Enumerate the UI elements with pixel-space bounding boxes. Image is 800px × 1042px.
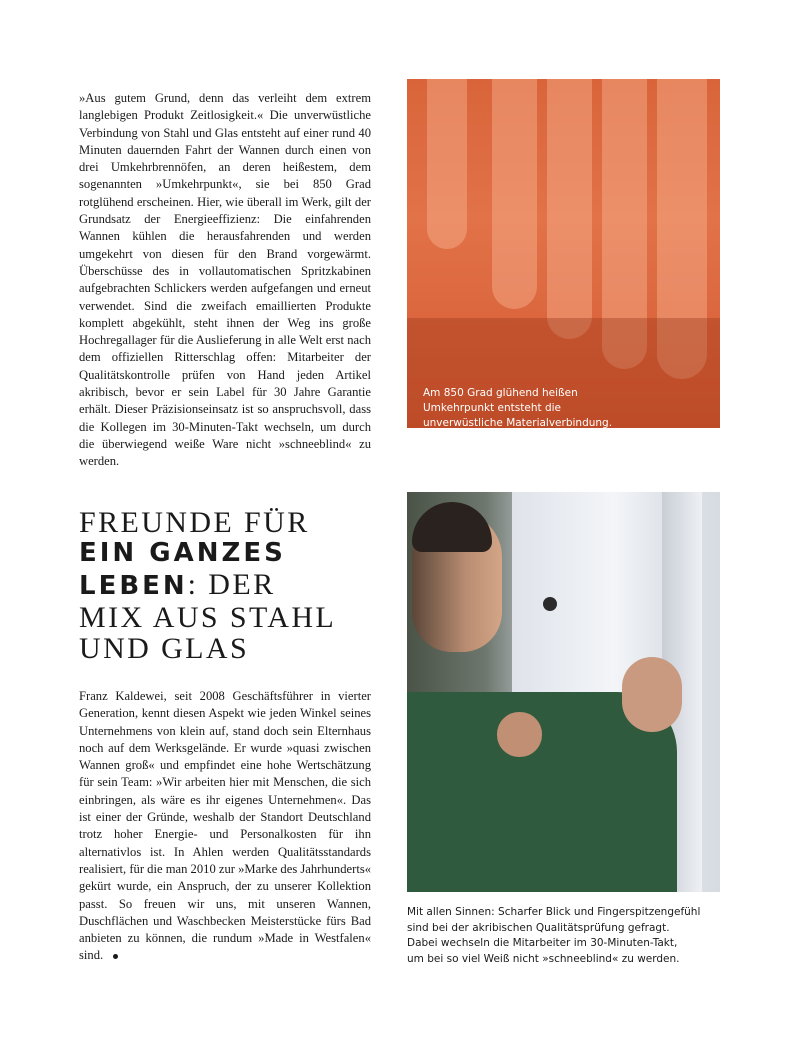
inspector-photo bbox=[407, 492, 720, 892]
article-column-top bbox=[79, 90, 371, 471]
photo-hair bbox=[412, 502, 492, 552]
article-paragraph-2-text: Franz Kaldewei, seit 2008 Geschäftsführer in vierter Generation, kennt diesen Aspekt wie jeden Winkel seines Unternehmens von klein auf, stand doch sein Elternhaus noch auf dem Werksgelände. Er wurde »quasi zwischen Wannen groß« und empfindet eine hohe Wertschätzung für sein Team: »Wir arbeiten hier mit Menschen, die sich einbringen, als wäre es ihr eigenes Unternehmen«. Das ist einer der Gründe, weshalb der Standort Deutschland trotz hoher Energie- und Personalkosten für ihn alternativlos ist. In Ahlen werden Qualitätsstandards realisiert, für die man 2010 zur »Marke des Jahrhunderts« gekürt wurde, ein Anspruch, der zu unserer Kollektion passt. So freuen wir uns, mit unseren Wannen, Duschflächen und Waschbecken Meisterstücke fürs Bad anbieten zu können, die rundum »Made in Westfalen« sind. bbox=[79, 689, 372, 963]
photo-hand bbox=[622, 657, 682, 732]
caption-line: Dabei wechseln die Mitarbeiter im 30-Minuten-Takt, bbox=[407, 937, 678, 949]
photo-hole bbox=[543, 597, 557, 611]
article-paragraph-1: »Aus gutem Grund, denn das verleiht dem extrem langlebigen Produkt Zeitlosigkeit.« Die unverwüstliche Verbindung von Stahl und Glas entsteht auf einer rund 40 Minuten dauernden Fahrt der Wannen durch einen von drei Umkehrbrennöfen, an deren heißestem, dem sogenannten »Umkehrpunkt«, sie bei 850 Grad rotglühend erscheinen. Hier, wie überall im Werk, gilt der Grundsatz der Energieeffizienz: Die einfahrenden Wannen kühlen die herausfahrenden und werden umgekehrt von diesen für den Brand vorgewärmt. Überschüsse des in vollautomatischen Spritzkabinen aufgebrachten Schlickers werden aufgefangen und erneut verwendet. Sind die zweifach emaillierten Produkte komplett abgekühlt, steht ihnen der Weg ins große Hochregallager für die Auslieferung in alle Welt erst nach dem offiziellen Ritterschlag offen: Mitarbeiter der Qualitätskontrolle prüfen von Hand jeden Artikel akribisch, bevor er sein Label für 30 Jahre Garantie erhält. Dieser Präzisionseinsatz ist so anspruchsvoll, dass die Kollegen im 30-Minuten-Takt wechseln, um durch die überwiegend weiße Ware nicht »schneeblind« zu werden. bbox=[79, 91, 371, 469]
section-headline bbox=[79, 507, 379, 664]
photo-shape bbox=[492, 79, 537, 309]
caption-line: sind bei der akribischen Qualitätsprüfung gefragt. bbox=[407, 921, 670, 934]
headline-line-3 bbox=[79, 569, 379, 602]
inspector-photo-caption bbox=[407, 905, 727, 967]
headline-line-3-rest: : DER bbox=[187, 568, 276, 601]
kiln-photo bbox=[407, 79, 720, 428]
headline-line-2: EIN GANZES bbox=[79, 538, 286, 568]
photo-shape bbox=[427, 79, 467, 249]
caption-line: um bei so viel Weiß nicht »schneeblind« zu werden. bbox=[407, 952, 680, 965]
headline-line-4: MIX AUS STAHL bbox=[79, 601, 337, 634]
headline-line-1: FREUNDE FÜR bbox=[79, 506, 310, 539]
headline-line-3-bold: LEBEN bbox=[79, 571, 188, 601]
article-paragraph-2 bbox=[79, 688, 371, 965]
end-mark-icon bbox=[113, 954, 118, 959]
caption-line: Mit allen Sinnen: Scharfer Blick und Fingerspitzengefühl bbox=[407, 906, 701, 918]
photo-hand bbox=[497, 712, 542, 757]
photo-shape bbox=[547, 79, 592, 339]
article-column-bottom bbox=[79, 688, 371, 965]
kiln-photo-caption: Am 850 Grad glühend heißen Umkehrpunkt entsteht die unverwüstliche Materialverbindung. bbox=[423, 387, 613, 428]
headline-line-5: UND GLAS bbox=[79, 632, 250, 665]
